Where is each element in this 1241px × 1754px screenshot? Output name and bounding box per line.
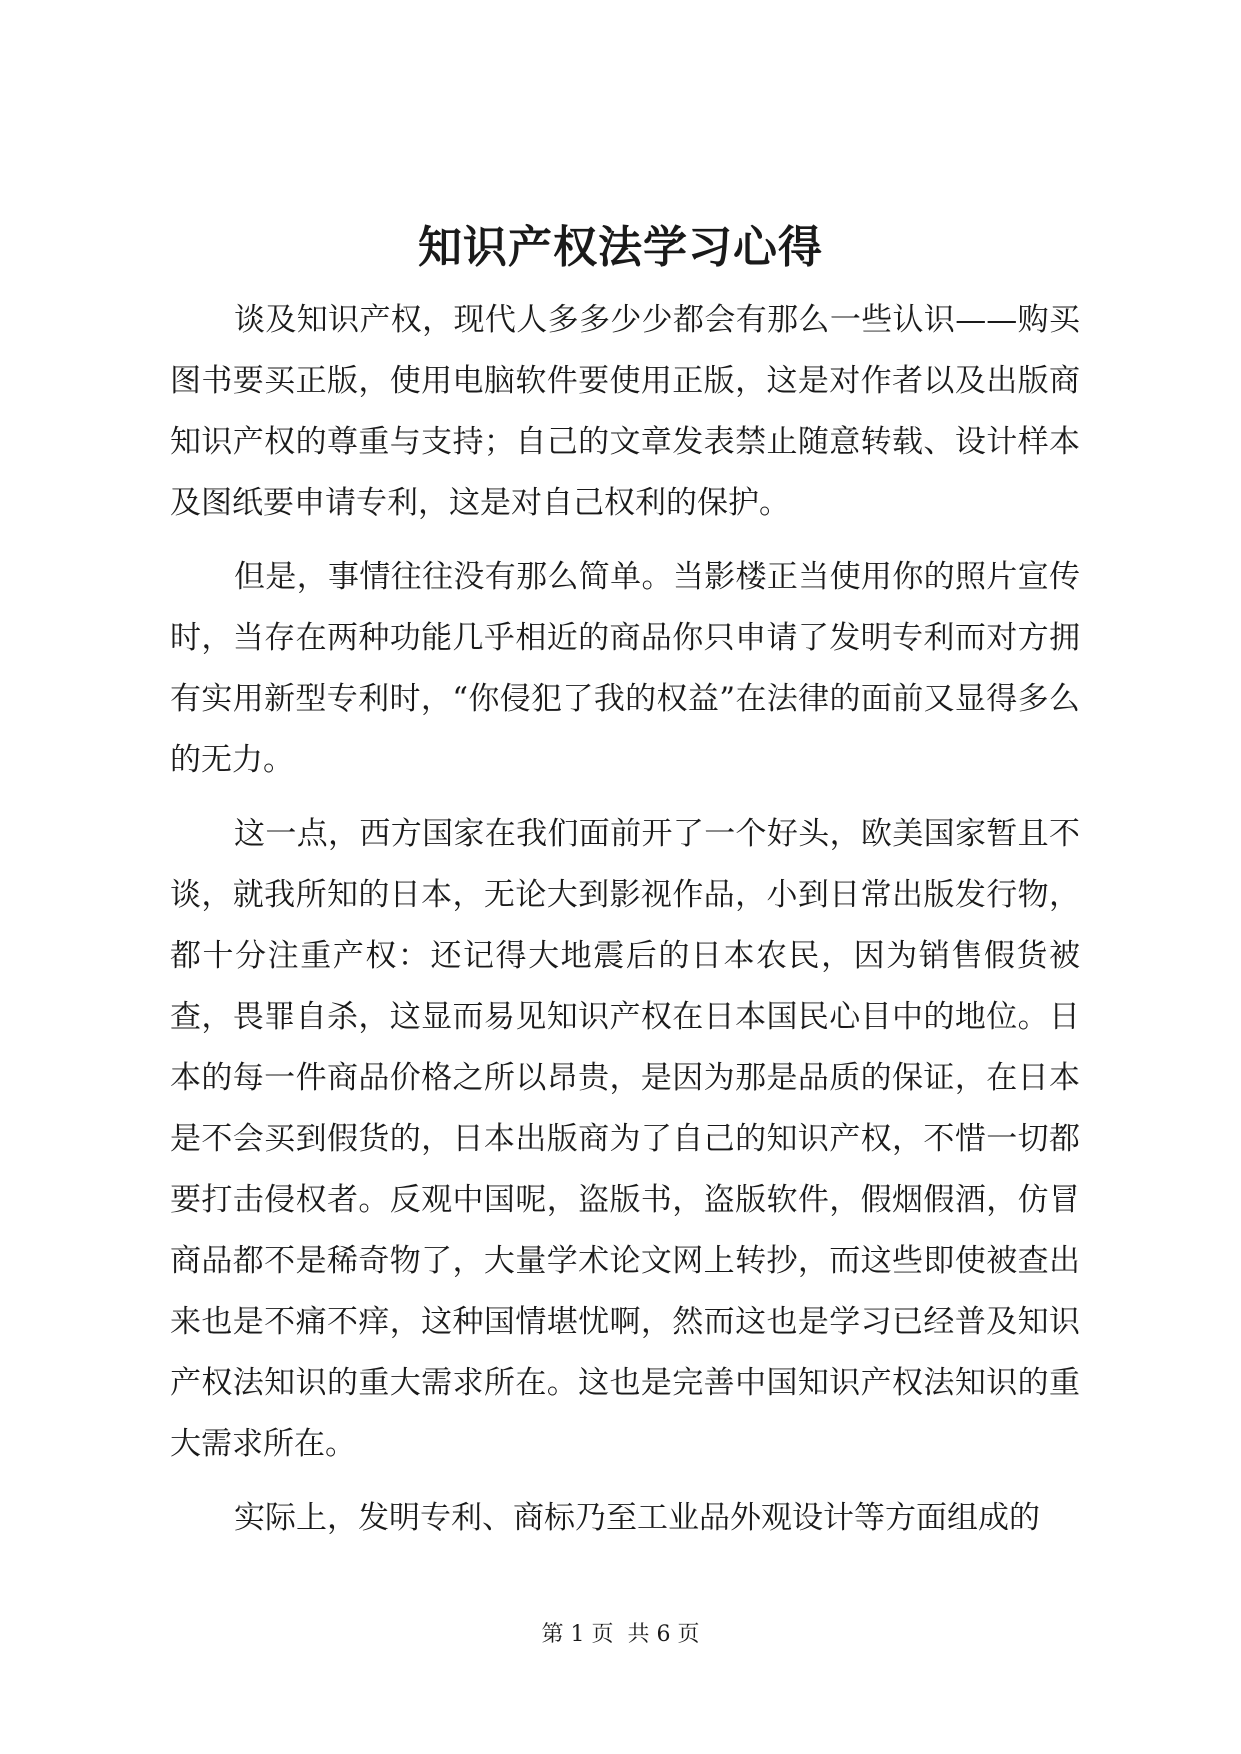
document-body [170, 290, 1080, 1562]
paragraph-4: 实际上，发明专利、商标乃至工业品外观设计等方面组成的 [234, 1500, 1040, 1536]
paragraph-2: 但是，事情往往没有那么简单。当影楼正当使用你的照片宣传时，当存在两种功能几乎相近的商品你只申请了发明专利而对方拥有实用新型专利时，“你侵犯了我的权益”在法律的面前又显得多么的无力。 [170, 559, 1080, 778]
paragraph-3: 这一点，西方国家在我们面前开了一个好头，欧美国家暂且不谈，就我所知的日本，无论大到影视作品，小到日常出版发行物，都十分注重产权：还记得大地震后的日本农民，因为销售假货被查，畏罪自杀，这显而易见知识产权在日本国民心目中的地位。日本的每一件商品价格之所以昂贵，是因为那是品质的保证，在日本是不会买到假货的，日本出版商为了自己的知识产权，不惜一切都要打击侵权者。反观中国呢，盗版书，盗版软件，假烟假酒，仿冒商品都不是稀奇物了，大量学术论文网上转抄，而这些即使被查出来也是不痛不痒，这种国情堪忧啊，然而这也是学习已经普及知识产权法知识的重大需求所在。这也是完善中国知识产权法知识的重大需求所在。 [170, 816, 1080, 1462]
page-footer [0, 1620, 1241, 1650]
page-number-label: 第 1 页 共 6 页 [541, 1622, 700, 1647]
paragraph-1: 谈及知识产权，现代人多多少少都会有那么一些认识——购买图书要买正版，使用电脑软件要使用正版，这是对作者以及出版商知识产权的尊重与支持；自己的文章发表禁止随意转载、设计样本及图纸要申请专利，这是对自己权利的保护。 [170, 302, 1080, 521]
page-title: 知识产权法学习心得 [418, 222, 823, 273]
